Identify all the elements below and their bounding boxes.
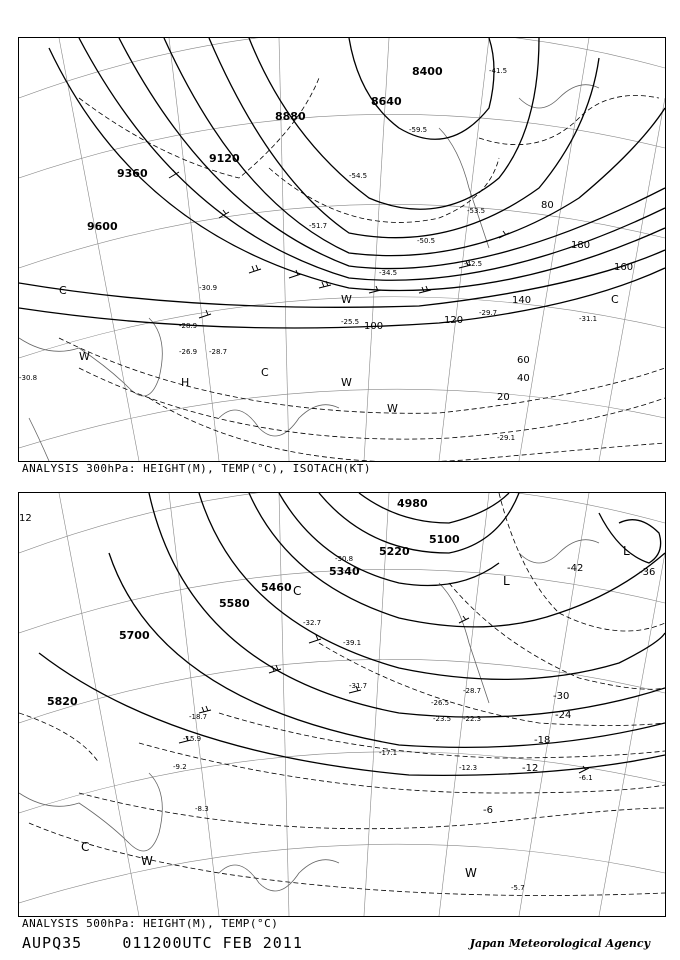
cold-center: C [81,840,90,854]
height-labels [87,65,443,233]
warm-center: W [387,402,398,415]
isotherm-label: -6 [483,805,493,816]
station-temp: -59.5 [409,126,428,134]
station-temp: -31.7 [349,682,368,690]
isotach-label: 140 [512,295,532,306]
station-temp: -23.5 [433,715,452,723]
station-temp: -15.9 [183,735,202,743]
station-temp: -50.5 [417,237,436,245]
height-label: 5100 [429,533,460,546]
isotherm-label: -18 [534,735,551,746]
product-header [22,934,303,952]
station-temp: -34.5 [379,269,398,277]
height-label: 8400 [412,65,443,78]
isotherm-label: -36 [639,567,656,578]
station-temp: -31.1 [579,315,598,323]
height-label: 4980 [397,497,428,510]
station-temp: -8.3 [195,805,209,813]
pressure-centers [59,284,619,415]
isotach-label: 100 [364,321,384,332]
station-temp: -28.7 [463,687,482,695]
height-label: 8640 [371,95,402,108]
height-label: 9600 [87,220,118,233]
station-temp: -25.5 [341,318,360,326]
isotach-label: 40 [517,373,530,384]
isotherm-label: -12 [522,763,539,774]
cold-center: C [611,293,619,306]
station-temp: -26.9 [179,348,198,356]
warm-center: W [341,376,352,389]
station-temp: -41.5 [489,67,508,75]
cold-center: C [293,584,302,598]
height-label: 9360 [117,167,148,180]
isotach-label: 180 [571,240,591,251]
station-temp: -26.5 [431,699,450,707]
station-temp: -30.9 [199,284,218,292]
warm-center: W [341,293,352,306]
pressure-centers [81,544,630,880]
isotherm-label: -24 [555,710,572,721]
isotherm-label: -30 [553,691,570,702]
height-labels [47,497,460,708]
station-temp: -54.5 [349,172,368,180]
height-label: 5460 [261,581,292,594]
station-temperatures [19,67,597,442]
product-code: AUPQ35 [22,934,83,952]
station-temp: -29.7 [479,309,498,317]
isotach-label: 120 [444,315,464,326]
isotach-label: 20 [497,392,510,403]
station-temp: -12.3 [459,764,478,772]
agency-name: Japan Meteorological Agency [469,937,650,950]
low-center: L [503,574,510,588]
height-label: 5700 [119,629,150,642]
warm-center: W [465,866,477,880]
warm-center: W [79,350,90,363]
station-temp: -53.5 [467,207,486,215]
station-temp: -17.1 [379,749,398,757]
cold-center: C [261,366,269,379]
valid-datetime: 011200UTC FEB 2011 [122,934,303,952]
isotherm-label: -42 [567,563,584,574]
coastline [19,540,599,891]
caption-500hpa: ANALYSIS 500hPa: HEIGHT(M), TEMP(°C) [22,917,279,930]
high-center: H [181,376,190,389]
map-300hpa [18,37,666,462]
warm-center: W [141,854,153,868]
station-temp: -28.9 [179,322,198,330]
station-temp: -9.2 [173,763,187,771]
station-temp: -29.1 [497,434,516,442]
cold-center: C [59,284,67,297]
map-500hpa-canvas [19,493,665,916]
height-label: 5220 [379,545,410,558]
station-temp: -28.7 [209,348,228,356]
station-temp: -22.3 [463,715,482,723]
station-temp: -32.7 [303,619,322,627]
map-500hpa [18,492,666,917]
station-temp: -30.8 [19,374,38,382]
isotach-label: 60 [517,355,530,366]
station-temp: -39.1 [343,639,362,647]
height-contours [19,38,665,328]
wind-barbs [169,170,509,318]
station-temp: -51.7 [309,222,328,230]
isotach-label: 160 [614,262,634,273]
station-temp: -30.8 [335,555,354,563]
height-label: 9120 [209,152,240,165]
isotach-label: 80 [541,200,554,211]
map-300hpa-canvas [19,38,665,461]
caption-300hpa: ANALYSIS 300hPa: HEIGHT(M), TEMP(°C), ISOTACH(KT) [22,462,372,475]
isotherm-label: 12 [19,513,32,524]
station-temp: -18.7 [189,713,208,721]
height-label: 8880 [275,110,306,123]
height-label: 5340 [329,565,360,578]
station-temp: -6.1 [579,774,593,782]
height-label: 5580 [219,597,250,610]
low-center: L [623,544,630,558]
height-label: 5820 [47,695,78,708]
station-temp: -42.5 [464,260,483,268]
station-temp: -5.7 [511,884,525,892]
